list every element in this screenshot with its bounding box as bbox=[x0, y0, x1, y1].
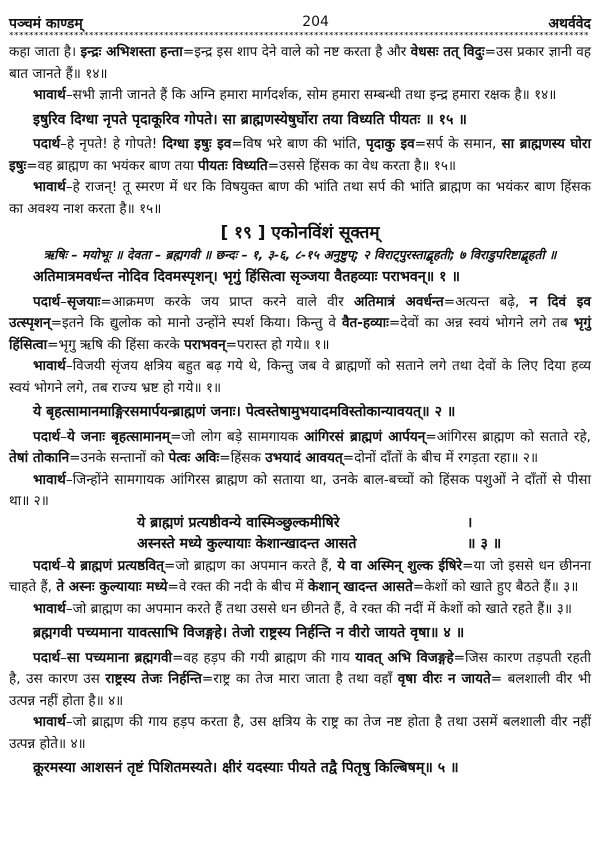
bold-term: इन्द्रः अभिशस्ता हन्ता bbox=[80, 44, 183, 60]
bold-term: सा ब्राह्मणस्य घोरा इषुः bbox=[9, 136, 591, 174]
bold-term: वेधसः तत् विदुः bbox=[410, 44, 485, 60]
bold-term: भृगुं हिंसित्वा bbox=[9, 315, 591, 353]
paragraph bbox=[9, 134, 591, 177]
paragraph bbox=[9, 470, 591, 513]
paragraph bbox=[9, 292, 591, 357]
bold-term: भावार्थ bbox=[33, 87, 66, 103]
mantra bbox=[9, 534, 591, 556]
paragraph bbox=[9, 712, 591, 755]
bold-term: ते अस्नः कुल्यायाः मध्ये bbox=[56, 579, 168, 595]
bold-term: ये जनाः बृहत्सामानम् bbox=[66, 428, 171, 445]
text-segment: – bbox=[60, 293, 67, 310]
text-segment: =हिंसक bbox=[219, 450, 266, 466]
text-segment: कहा जाता है। bbox=[9, 44, 81, 60]
bold-term: उभयादं आवयत् bbox=[265, 450, 343, 466]
text-segment: =आंगिरस ब्राह्मण को सताते रहे, bbox=[425, 428, 592, 445]
text-segment: =वह ब्राह्मण का भयंकर बाण तया bbox=[26, 157, 199, 174]
text-segment: =केशों को खाते हुए बैठते हैं॥ ३॥ bbox=[412, 579, 579, 595]
text-segment: – bbox=[60, 557, 67, 574]
text-segment: =जो ब्राह्मण का अपमान करते हैं, bbox=[163, 557, 338, 574]
text-segment: =उस प्रकार ज्ञानी वह बात जानते हैं॥ १४॥ bbox=[9, 44, 592, 82]
running-header bbox=[9, 14, 591, 34]
bold-term: न दिवं इव उत्स्पृशन् bbox=[9, 293, 591, 331]
text-segment: =जिस कारण तड़पती रहती है, उस कारण उस bbox=[9, 649, 591, 687]
header-divider: ******************************************************************************************************************** bbox=[9, 32, 589, 40]
bold-term: सृजयाः bbox=[66, 293, 101, 310]
text-segment: =वे रक्त की नदी के बीच में bbox=[167, 579, 308, 595]
paragraph bbox=[9, 648, 591, 713]
text-segment: =सर्प के समान, bbox=[414, 136, 502, 152]
bold-term: पराभवन् bbox=[184, 336, 226, 353]
text-segment: ऋषिः – मयोभूः ॥ देवता – ब्रह्मगवी ॥ छन्दः – १, ३-६, ८-१५ अनुष्टुप्; २ विराट्पुरस्ताद्बृहती; ७ विराडुपरिष्टाद्बृहती ॥ bbox=[43, 247, 557, 262]
text-segment: –जो ब्राह्मण का अपमान करते हैं तथा उससे धन छीनते हैं, वे रक्त की नदीं में केशों को खाते रहते हैं॥ ३॥ bbox=[65, 600, 572, 617]
sukta-title bbox=[9, 220, 591, 246]
paragraph bbox=[9, 427, 591, 470]
text-segment: अतिमात्रमवर्धन्त नोदिव दिवमस्पृशन्। भृगुं हिंसित्वा सृञ्जया वैतहव्याः पराभवन्॥ १ ॥ bbox=[33, 269, 460, 285]
text-segment: ब्रह्मगवी पच्यमाना यावत्साभि विजङ्गहे। तेजो राष्ट्रस्य निर्हन्ति न वीरो जायते वृषा॥ ४ ॥ bbox=[33, 625, 465, 641]
text-segment: ये ब्राह्मणं प्रत्यष्ठीवन्ये वास्मिञ्छुल्कमीषिरे bbox=[137, 514, 340, 531]
text-segment: =जो लोग बड़े सामगायक bbox=[170, 428, 305, 445]
bold-term: पृदाकु इव bbox=[366, 136, 415, 152]
bold-term: वृषा वीरः न जायते bbox=[397, 671, 491, 687]
text-segment: =परास्त हो गये॥ १॥ bbox=[225, 336, 330, 353]
mantra bbox=[9, 402, 591, 424]
text-segment: । bbox=[467, 514, 473, 531]
text-segment: =विष भरे बाण की भांति, bbox=[231, 136, 367, 152]
bold-term: भावार्थ bbox=[33, 358, 66, 374]
bold-term: सा पच्यमाना ब्रह्मगवी bbox=[66, 649, 173, 666]
text-segment: –जिन्होंने सामगायक आंगिरस ब्राह्मण को सताया था, उनके बाल-बच्चों को हिंसक पशुओं ने दाँतों से पीसा था॥ २॥ bbox=[9, 471, 591, 509]
bold-term: तेषां तोकानि bbox=[9, 450, 70, 466]
text-segment: =वह हड़प की गयी ब्राह्मण की गाय bbox=[172, 649, 356, 666]
bold-term: भावार्थ bbox=[33, 600, 66, 617]
text-segment: = बलशाली वीर भी उत्पन्न नहीं होता है॥ ४॥ bbox=[9, 671, 591, 709]
mantra bbox=[9, 267, 591, 289]
text-segment: –जो ब्राह्मण की गाय हड़प करता है, उस क्षत्रिय के राष्ट्र का तेज नष्ट होता है तथा उसमें बलशाली वीर नहीं उत्पन्न होते॥ ४॥ bbox=[9, 714, 591, 752]
paragraph bbox=[9, 356, 591, 399]
bold-term: अतिमात्रं अवर्धन्त bbox=[354, 293, 444, 310]
text-segment: =अत्यन्त बढ़े, bbox=[443, 293, 530, 310]
paragraph bbox=[9, 85, 591, 107]
text-segment: – bbox=[60, 649, 67, 666]
bold-term: पदार्थ bbox=[33, 136, 61, 152]
text-segment: अस्नस्ते मध्ये कुल्यायाः केशान्खादन्त आसते bbox=[137, 536, 357, 552]
page-number: 204 bbox=[302, 14, 329, 30]
text-segment: [ १९ ] एकोनविंशं सूक्तम् bbox=[220, 223, 380, 243]
text-segment: =देवों का अन्न स्वयं भोगने लगे तब bbox=[388, 315, 574, 331]
bold-term: पदार्थ bbox=[33, 293, 61, 310]
bold-term: पीयतः विध्यति bbox=[198, 157, 268, 174]
bold-term: पेत्वः अविः bbox=[168, 450, 220, 466]
text-segment: =इतने कि द्युलोक को मानो उन्होंने स्पर्श किया। किन्तु वे bbox=[50, 315, 342, 331]
mantra bbox=[9, 513, 591, 535]
text-segment: –विजयी सृंजय क्षत्रिय बहुत बढ़ गये थे, किन्तु जब वे ब्राह्मणों को सताने लगे तथा देवों के लिए दिया हव्य स्वयं भोगने लगे, तब राज्य भ्रष्ट हो गये॥ १॥ bbox=[9, 358, 591, 396]
paragraph bbox=[9, 42, 591, 85]
text-segment: – bbox=[60, 428, 67, 445]
text-segment: =या जो इससे धन छीनना चाहते हैं, bbox=[9, 557, 591, 595]
bold-term: पदार्थ bbox=[33, 649, 61, 666]
mantra bbox=[9, 758, 591, 780]
text-segment: =उनके सन्तानों को bbox=[69, 450, 169, 466]
paragraph bbox=[9, 177, 591, 220]
bold-term: भावार्थ bbox=[33, 471, 66, 488]
book-title: अथर्ववेद bbox=[548, 16, 591, 32]
paragraph bbox=[9, 556, 591, 599]
text-segment: –हे नृपते! हे गोपते! bbox=[60, 136, 163, 152]
sukta-metadata bbox=[9, 246, 591, 264]
text-segment: =आक्रमण करके जय प्राप्त करने वाले वीर bbox=[100, 293, 355, 310]
bold-term: राष्ट्रस्य तेजः निर्हन्ति bbox=[105, 671, 202, 687]
page-body bbox=[9, 42, 591, 783]
text-segment: ये बृहत्सामानमाङ्गिरसमार्पयन्ब्राह्मणं जनाः। पेत्वस्तेषामुभयादमविस्तोकान्यावयत्॥ २ ॥ bbox=[33, 404, 456, 420]
bold-term: ये ब्राह्मणं प्रत्यष्ठवित् bbox=[66, 557, 164, 574]
text-segment: –सभी ज्ञानी जानते हैं कि अग्नि हमारा मार्गदर्शक, सोम हमारा सम्बन्धी तथा इन्द्र हमारा रक्षक है॥ १४॥ bbox=[65, 87, 557, 103]
bold-term: भावार्थ bbox=[33, 714, 66, 730]
bold-term: यावत् अभि विजङ्गहे bbox=[355, 649, 454, 666]
bold-term: ये वा अस्मिन् शुल्क ईषिरे bbox=[337, 557, 463, 574]
mantra bbox=[9, 623, 591, 645]
bold-term: केशान् खादन्त आसते bbox=[308, 579, 413, 595]
paragraph bbox=[9, 599, 591, 621]
section-title: पञ्चमं काण्डम् bbox=[9, 16, 83, 32]
text-segment: ॥ ३ ॥ bbox=[467, 536, 502, 552]
text-segment: क्रूरमस्या आशसनं तृष्टं पिशितमस्यते। क्षीरं यदस्याः पीयते तद्वै पितृषु किल्बिषम्॥ ५ ॥ bbox=[33, 760, 459, 776]
bold-term: दिग्धा इषुः इव bbox=[162, 136, 232, 152]
text-segment: =उससे हिंसक का वेध करता है॥ १५॥ bbox=[267, 157, 457, 174]
text-segment: –हे राजन्! तू स्मरण में धर कि विषयुक्त बाण की भांति तथा सर्प की भांति ब्राह्मण का भयंकर बाण हिंसक का अवश्य नाश करता है॥ १५॥ bbox=[9, 179, 591, 217]
text-segment: =भृगु ऋषि की हिंसा करके bbox=[47, 336, 185, 353]
bold-term: पदार्थ bbox=[33, 557, 61, 574]
text-segment: इषुरिव दिग्धा नृपते पृदाकूरिव गोपते। सा ब्राह्मणस्येषुर्घोरा तया विध्यति पीयतः ॥ १५ ॥ bbox=[33, 111, 467, 128]
bold-term: पदार्थ bbox=[33, 428, 61, 445]
text-segment: =इन्द्र इस शाप देने वाले को नष्ट करता है और bbox=[182, 44, 411, 60]
bold-term: वैत-हव्याः bbox=[341, 315, 389, 331]
mantra bbox=[9, 110, 591, 132]
bold-term: भावार्थ bbox=[33, 179, 66, 195]
text-segment: =दोनों दाँतों के बीच में रगड़ता रहा॥ २॥ bbox=[342, 450, 539, 466]
text-segment: =राष्ट्र का तेज मारा जाता है तथा वहाँ bbox=[201, 671, 398, 687]
bold-term: आंगिरसं ब्राह्मणं आर्पयन् bbox=[304, 428, 426, 445]
